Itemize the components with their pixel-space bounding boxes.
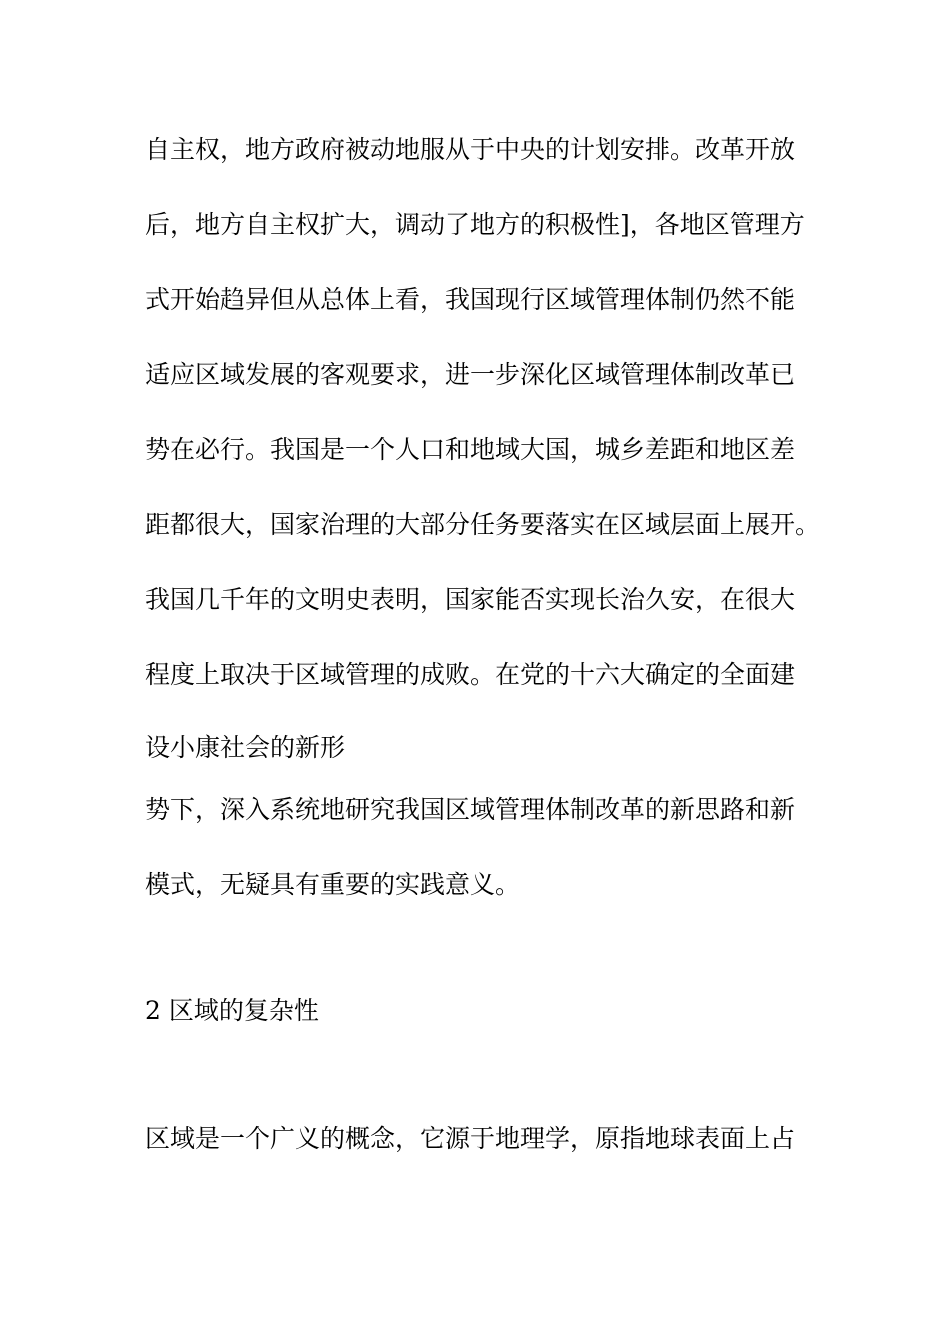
paragraph-line: 区域是一个广义的概念，它源于地理学，原指地球表面上占 [145,1124,796,1153]
paragraph-line: 模式，无疑具有重要的实践意义。 [145,870,521,899]
paragraph-line: 距都很大，国家治理的大部分任务要落实在区域层面上展开。 [145,510,821,539]
paragraph-line: 式开始趋异但从总体上看，我国现行区域管理体制仍然不能 [145,285,796,314]
paragraph-line: 适应区域发展的客观要求，进一步深化区域管理体制改革已 [145,360,796,389]
paragraph-line: 自主权，地方政府被动地服从于中央的计划安排。改革开放 [145,135,796,164]
paragraph-line: 势下，深入系统地研究我国区域管理体制改革的新思路和新 [145,795,796,824]
paragraph-line: 程度上取决于区域管理的成败。在党的十六大确定的全面建 [145,660,796,689]
paragraph-line: 设小康社会的新形 [145,733,346,762]
paragraph-line: 势在必行。我国是一个人口和地域大国，城乡差距和地区差 [145,435,796,464]
section-heading: 2 区域的复杂性 [145,996,319,1025]
paragraph-line: 后，地方自主权扩大，调动了地方的积极性]，各地区管理方 [145,210,805,239]
paragraph-line: 我国几千年的文明史表明，国家能否实现长治久安，在很大 [145,585,796,614]
